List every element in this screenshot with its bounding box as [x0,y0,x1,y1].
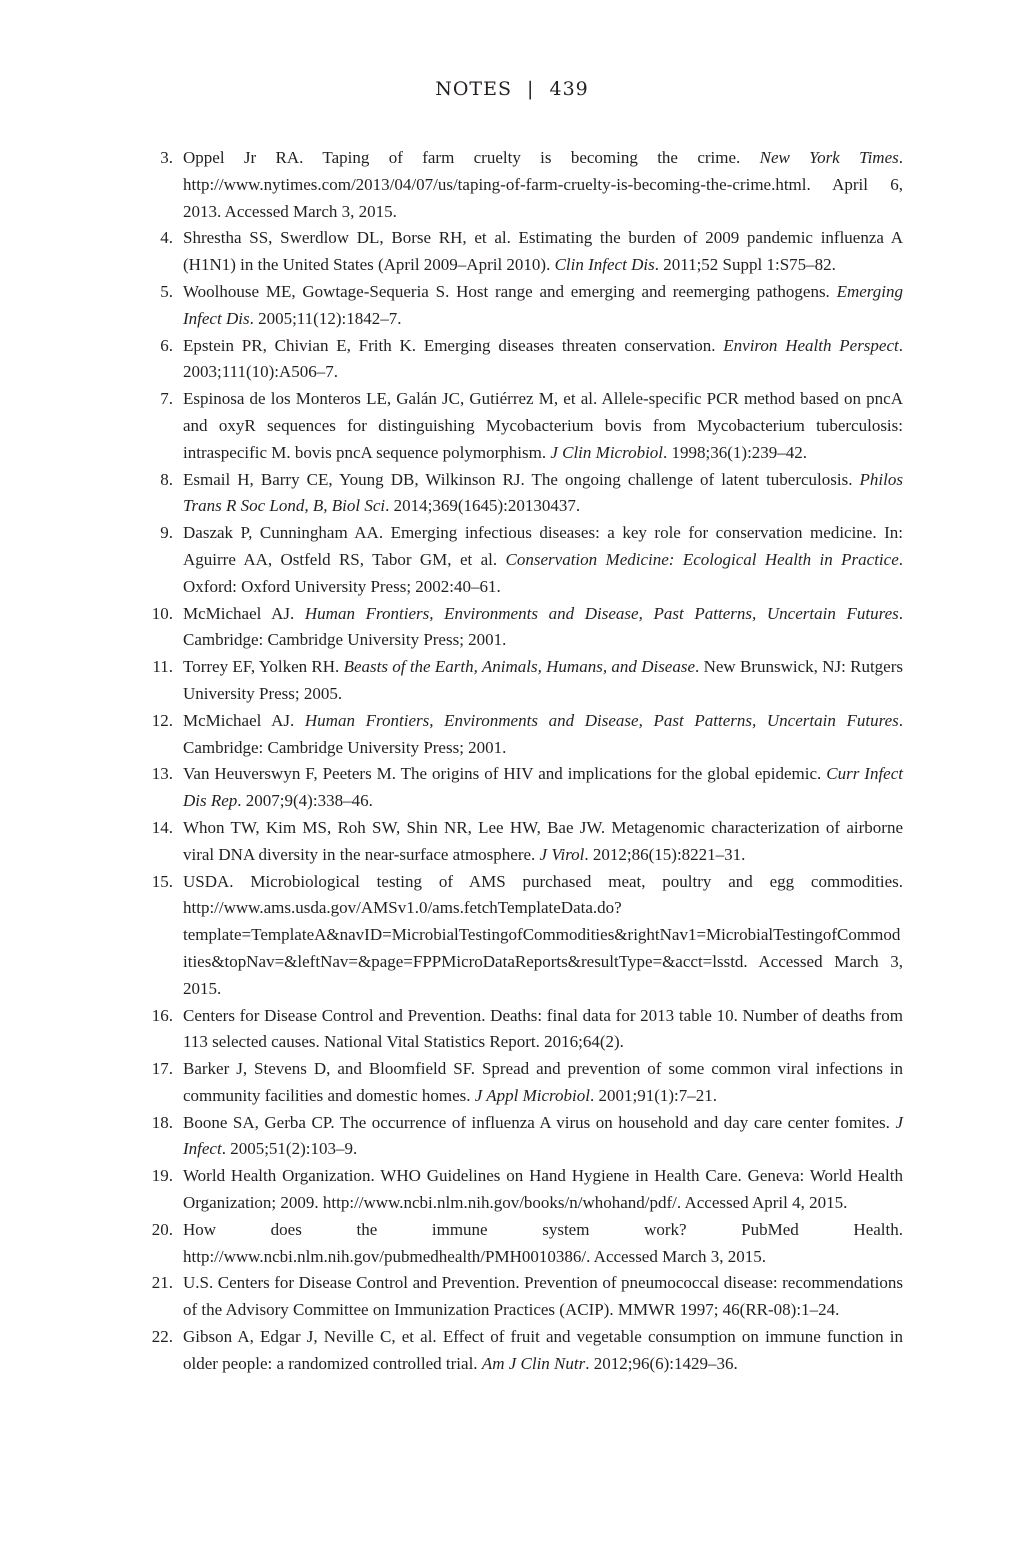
note-text-run: Oppel Jr RA. Taping of farm cruelty is becoming the crime. [183,148,760,167]
note-text-run: . 2011;52 Suppl 1:S75–82. [654,255,836,275]
note-title-italic: Curr Infect Dis Rep [183,764,903,811]
header-section: NOTES [435,78,512,100]
note-text-run: . http://www.nytimes.com/2013/04/07/us/taping-of-farm-cruelty-is-becoming-the-crime.html. April 6, 2013. Accessed March 3, 2015. [183,148,903,221]
note-item [128,145,903,225]
note-item [128,708,903,762]
note-number: 16. [151,1005,173,1025]
note-text-run: Whon TW, Kim MS, Roh SW, Shin NR, Lee HW, Bae JW. Metagenomic characterization of airborne viral DNA diversity in the near-surface atmosphere. [183,817,903,864]
note-item [128,467,903,521]
note-item [128,1110,903,1164]
running-header [0,78,1024,100]
note-text [183,467,903,521]
note-text-run: Shrestha SS, Swerdlow DL, Borse RH, et al. Estimating the burden of 2009 pandemic influenza A (H1N1) in the United States (April 2009–April 2010). [183,228,903,275]
note-number: 12. [151,710,173,730]
note-number: 15. [151,871,173,891]
note-title-italic: Beasts of the Earth, Animals, Humans, and Disease [343,657,696,677]
note-text [183,815,903,869]
note-title-italic: Human Frontiers, Environments and Disease, Past Patterns, Uncertain Futures [304,710,899,730]
note-number: 8. [160,469,173,489]
note-number: 17. [151,1059,173,1079]
note-text [183,761,903,815]
note-item [128,869,903,1003]
note-title-italic: J Appl Microbiol [474,1085,590,1105]
note-text-run: World Health Organization. WHO Guidelines on Hand Hygiene in Health Care. Geneva: World Health Organization; 2009. http://www.ncbi.nlm.nih.gov/books/n/whohand/pdf/. Accessed April 4, 2015. [183,1166,903,1213]
note-number: 19. [151,1166,173,1186]
note-text-run: Espinosa de los Monteros LE, Galán JC, Gutiérrez M, et al. Allele-specific PCR method based on pncA and oxyR sequences for distinguishing Mycobacterium bovis from Mycobacterium tuberculosis: intraspecific M. bovis pncA sequence polymorphism. [183,389,903,462]
note-title-italic: J Clin Microbiol [550,442,664,462]
note-item [128,520,903,600]
page-number: 439 [549,78,589,100]
note-item [128,279,903,333]
note-text [183,386,903,466]
note-text-run: . 2014;369(1645):20130437. [385,496,581,516]
note-text-run: . Oxford: Oxford University Press; 2002:40–61. [183,549,903,596]
note-title-italic: J Infect [183,1112,903,1159]
note-number: 21. [151,1273,173,1293]
header-separator: | [527,78,535,100]
note-item [128,601,903,655]
note-item [128,761,903,815]
note-text-run: Epstein PR, Chivian E, Frith K. Emerging diseases threaten conservation. [183,335,724,355]
note-title-italic: Am J Clin Nutr [481,1353,586,1373]
note-item [128,225,903,279]
note-number: 13. [151,764,173,784]
note-text-run: . New Brunswick, NJ: Rutgers University Press; 2005. [183,657,904,703]
notes-list [128,145,903,1378]
note-item [128,386,903,466]
note-text [183,333,903,387]
note-text-run: McMichael AJ. [183,710,305,730]
note-item [128,1003,903,1057]
note-text-run: Barker J, Stevens D, and Bloomfield SF. Spread and prevention of some common viral infections in community facilities and domestic homes. [183,1059,903,1105]
note-text-run: Centers for Disease Control and Prevention. Deaths: final data for 2013 table 10. Number of deaths from 113 selected causes. National Vital Statistics Report. 2016;64(2). [183,1005,903,1052]
note-title-italic: New York Times [759,148,899,167]
note-text-run: . 2003;111(10):A506–7. [183,335,903,382]
note-number: 3. [160,148,173,167]
note-text-run: McMichael AJ. [183,603,305,623]
note-text [183,708,903,762]
note-title-italic: Clin Infect Dis [554,255,655,275]
note-number: 18. [151,1112,173,1132]
note-item [128,815,903,869]
note-number: 7. [160,389,173,409]
note-number: 14. [151,817,173,837]
note-text-run: . 2005;11(12):1842–7. [249,308,402,328]
note-text-run: Gibson A, Edgar J, Neville C, et al. Effect of fruit and vegetable consumption on immune function in older people: a randomized controlled trial. [183,1327,903,1373]
note-title-italic: Conservation Medicine: Ecological Health in Practice [505,549,899,569]
note-text-run: Esmail H, Barry CE, Young DB, Wilkinson RJ. The ongoing challenge of latent tuberculosis. [183,469,860,489]
note-text [183,1163,903,1217]
note-number: 6. [160,335,173,355]
note-text-run: . 2001;91(1):7–21. [590,1085,718,1105]
note-number: 4. [160,228,173,248]
note-number: 10. [151,603,173,623]
note-text-run: . 2005;51(2):103–9. [221,1139,358,1159]
note-text-run: Woolhouse ME, Gowtage-Sequeria S. Host range and emerging and reemerging pathogens. [183,281,837,301]
note-title-italic: Environ Health Perspect [723,335,899,355]
note-text-run: Torrey EF, Yolken RH. [183,657,344,677]
note-title-italic: J Virol [539,844,585,864]
note-title-italic: Emerging Infect Dis [183,281,903,328]
note-title-italic: Philos Trans R Soc Lond, B, Biol Sci [183,469,903,516]
note-text-run: Boone SA, Gerba CP. The occurrence of influenza A virus on household and day care center fomites. [183,1112,896,1132]
note-text [183,145,903,225]
note-text [183,654,903,708]
note-text-run: How does the immune system work? PubMed Health. http://www.ncbi.nlm.nih.gov/pubmedhealth/PMH0010386/. Accessed March 3, 2015. [183,1219,903,1266]
note-text [183,1056,903,1110]
note-text [183,225,903,279]
note-number: 22. [151,1327,173,1347]
note-item [128,333,903,387]
note-number: 11. [152,657,173,677]
note-text-run: . 2012;96(6):1429–36. [585,1353,738,1373]
note-text-run: . 2007;9(4):338–46. [237,791,373,811]
note-text-run: . Cambridge: Cambridge University Press; 2001. [183,603,903,650]
note-text-run: Daszak P, Cunningham AA. Emerging infectious diseases: a key role for conservation medicine. In: Aguirre AA, Ostfeld RS, Tabor GM, et al. [183,523,903,569]
note-text-run: U.S. Centers for Disease Control and Prevention. Prevention of pneumococcal disease: recommendations of the Advisory Committee on Immunization Practices (ACIP). MMWR 1997; 46(RR-08):1–24. [183,1273,903,1320]
note-number: 20. [151,1219,173,1239]
note-title-italic: Human Frontiers, Environments and Disease, Past Patterns, Uncertain Futures [304,603,899,623]
note-text [183,279,903,333]
note-text-run: USDA. Microbiological testing of AMS purchased meat, poultry and egg commodities. http://www.ams.usda.gov/AMSv1.0/ams.fetchTemplateData.do?template=TemplateA&navID=MicrobialTestingofCommodities&rightNav1=MicrobialTestingofCommodities&topNav=&leftNav=&page=FPPMicroDataReports&resultType=&acct=lsstd. Accessed March 3, 2015. [183,871,903,998]
note-text-run: Van Heuverswyn F, Peeters M. The origins of HIV and implications for the global epidemic. [183,764,827,784]
note-text [183,1270,903,1324]
note-text [183,1324,903,1378]
note-item [128,1217,903,1271]
note-text [183,869,903,1003]
note-text [183,1110,903,1164]
note-item [128,1270,903,1324]
note-number: 9. [160,523,173,543]
note-item [128,1056,903,1110]
note-text-run: . Cambridge: Cambridge University Press; 2001. [183,710,903,757]
note-item [128,1163,903,1217]
note-text [183,1003,903,1057]
note-text [183,601,903,655]
note-text [183,1217,903,1271]
note-text-run: . 1998;36(1):239–42. [663,442,808,462]
note-number: 5. [160,281,173,301]
note-text-run: . 2012;86(15):8221–31. [584,844,746,864]
note-text [183,520,903,600]
note-item [128,1324,903,1378]
note-item [128,654,903,708]
